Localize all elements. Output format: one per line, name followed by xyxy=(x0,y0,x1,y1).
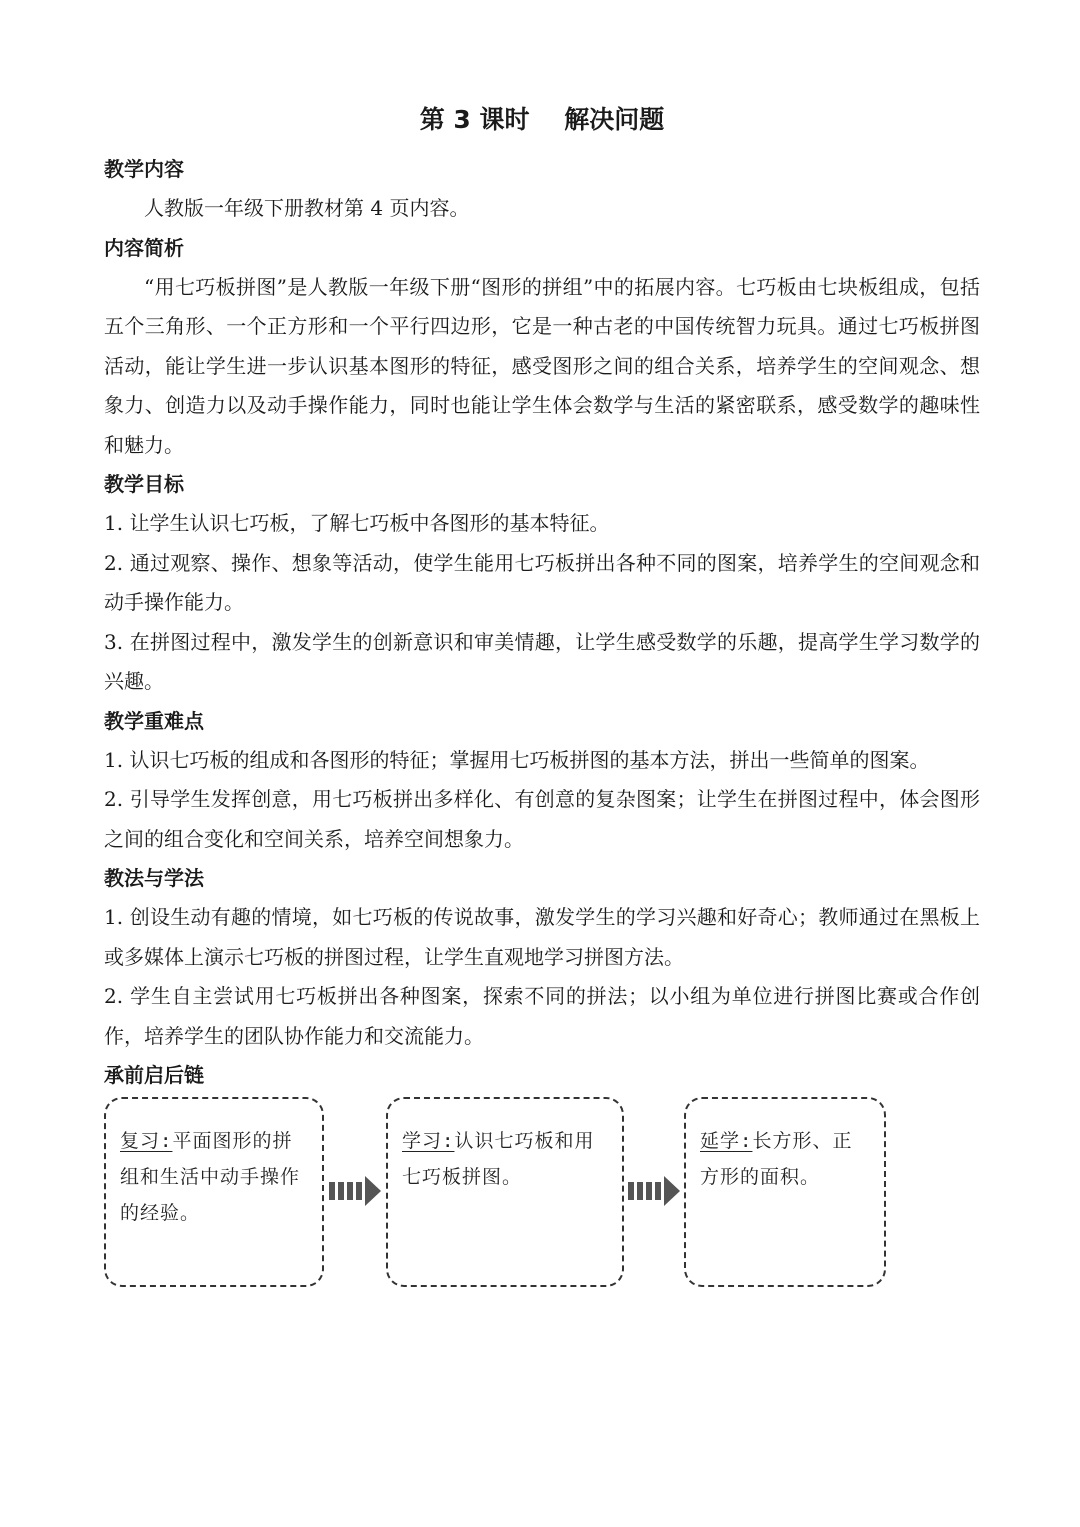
extend-text: 长方形、正方形的面积。 xyxy=(700,1130,853,1188)
heading-teaching-content: 教学内容 xyxy=(104,157,184,181)
method-item: 2. 学生自主尝试用七巧板拼出各种图案，探索不同的拼法；以小组为单位进行拼图比赛或合作创作，培养学生的团队协作能力和交流能力。 xyxy=(104,984,980,1048)
learn-text: 认识七巧板和用七巧板拼图。 xyxy=(402,1130,595,1188)
arrow-right-icon xyxy=(628,1176,682,1206)
document-page xyxy=(104,98,980,1095)
content-analysis-text: “用七巧板拼图”是人教版一年级下册“图形的拼组”中的拓展内容。七巧板由七块板组成，包括五个三角形、一个正方形和一个平行四边形，它是一种古老的中国传统智力玩具。通过七巧板拼图活动，能让学生进一步认识基本图形的特征，感受图形之间的组合关系，培养学生的空间观念、想象力、创造力以及动手操作能力，同时也能让学生体会数学与生活的紧密联系，感受数学的趣味性和魅力。 xyxy=(104,274,980,457)
review-label: 复习: xyxy=(120,1130,173,1152)
goal-item: 3. 在拼图过程中，激发学生的创新意识和审美情趣，让学生感受数学的乐趣，提高学生学习数学的兴趣。 xyxy=(104,629,980,693)
heading-methods: 教法与学法 xyxy=(104,866,204,890)
learning-chain xyxy=(104,1097,904,1292)
heading-teaching-goals: 教学目标 xyxy=(104,472,184,496)
arrow-right-icon xyxy=(329,1176,383,1206)
extend-label: 延学: xyxy=(700,1130,753,1152)
learn-label: 学习: xyxy=(402,1130,455,1152)
method-item: 1. 创设生动有趣的情境，如七巧板的传说故事，激发学生的学习兴趣和好奇心；教师通过在黑板上或多媒体上演示七巧板的拼图过程，让学生直观地学习拼图方法。 xyxy=(104,905,980,969)
keypoint-item: 1. 认识七巧板的组成和各图形的特征；掌握用七巧板拼图的基本方法，拼出一些简单的图案。 xyxy=(104,747,930,772)
heading-content-analysis: 内容简析 xyxy=(104,235,184,260)
keypoint-item: 2. 引导学生发挥创意，用七巧板拼出多样化、有创意的复杂图案；让学生在拼图过程中，体会图形之间的组合变化和空间关系，培养空间想象力。 xyxy=(104,787,980,851)
goal-item: 1. 让学生认识七巧板，了解七巧板中各图形的基本特征。 xyxy=(104,511,610,535)
heading-key-points: 教学重难点 xyxy=(104,708,204,733)
review-text: 平面图形的拼组和生活中动手操作的经验。 xyxy=(120,1130,301,1224)
goal-item: 2. 通过观察、操作、想象等活动，使学生能用七巧板拼出各种不同的图案，培养学生的空间观念和动手操作能力。 xyxy=(104,550,980,614)
review-box xyxy=(104,1097,324,1287)
page-title: 第 3 课时 解决问题 xyxy=(419,105,665,134)
heading-links: 承前启后链 xyxy=(104,1063,204,1087)
learn-box xyxy=(386,1097,624,1287)
teaching-content-text: 人教版一年级下册教材第 4 页内容。 xyxy=(144,196,470,220)
extend-box xyxy=(684,1097,886,1287)
